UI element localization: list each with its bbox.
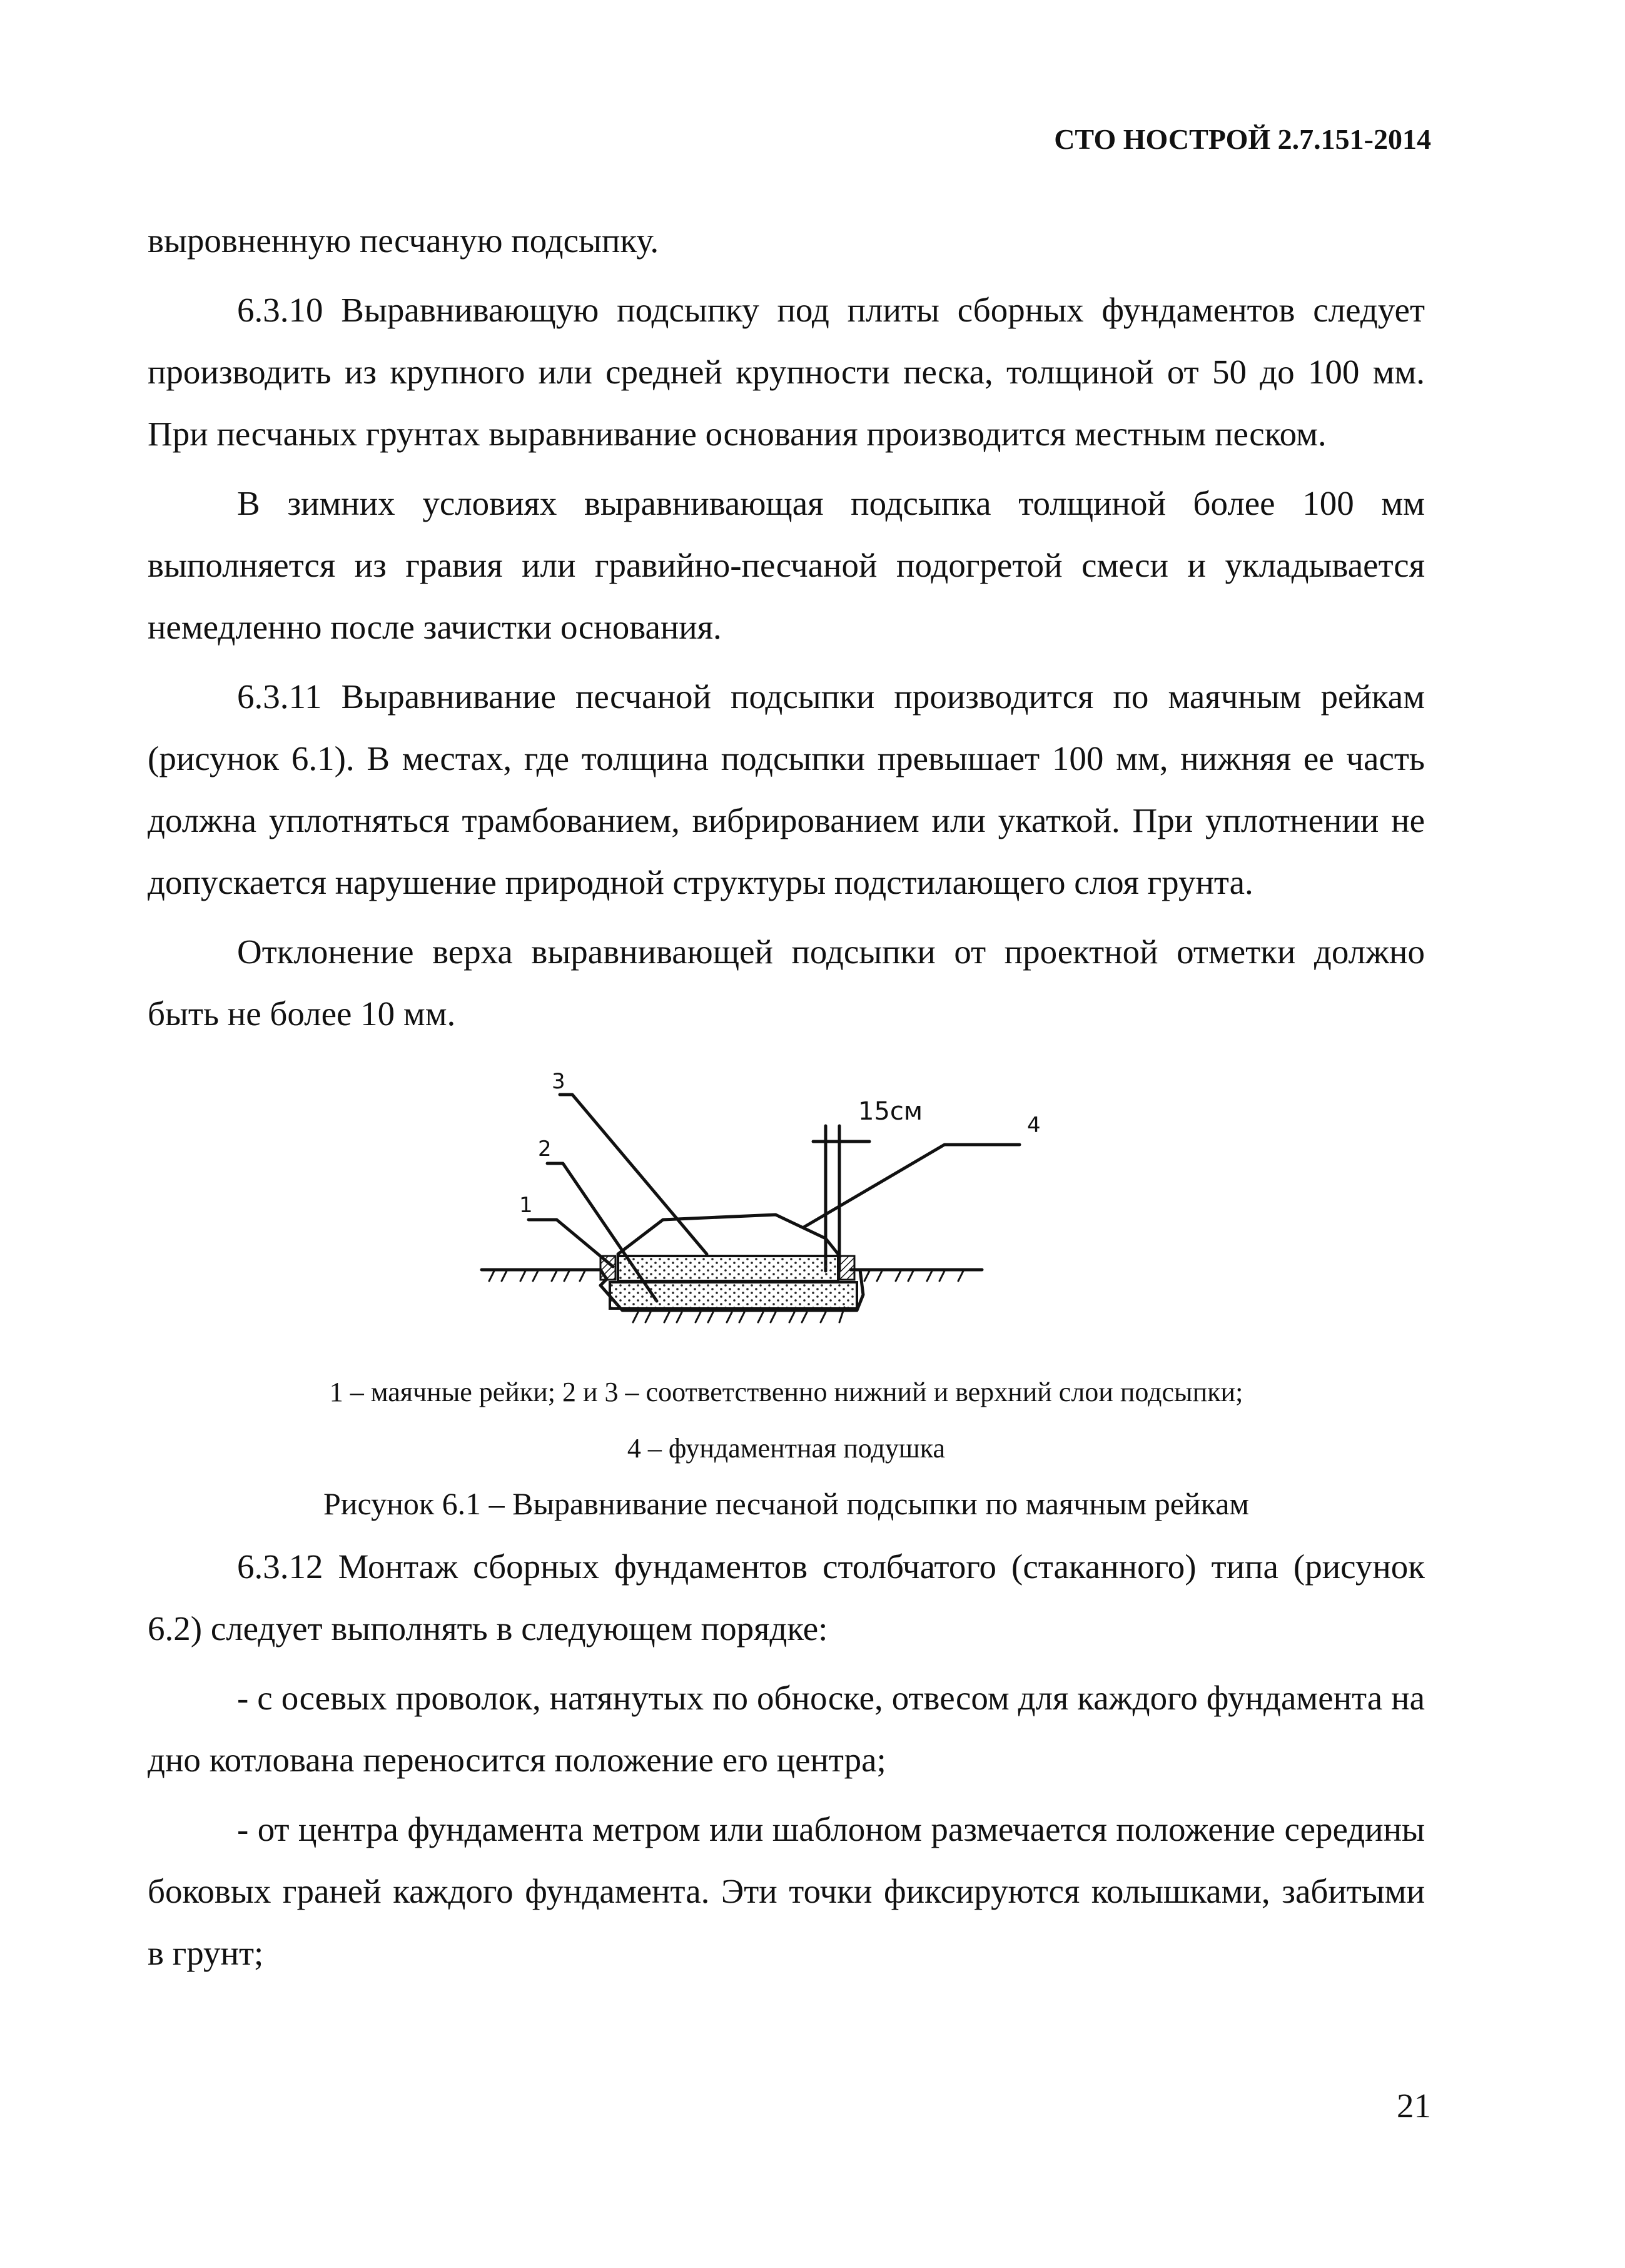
list-item-axis: - с осевых проволок, натянутых по обноске, отвесом для каждого фундамента на дно котлована переносится положение его центра;: [148, 1679, 1425, 1779]
leader-line-4: [804, 1145, 1020, 1227]
label-4: 4: [1027, 1113, 1041, 1138]
dimension-label: 15см: [858, 1097, 923, 1126]
paragraph-6-3-12: 6.3.12 Монтаж сборных фундаментов столбчатого (стаканного) типа (рисунок 6.2) следует выполнять в следующем порядке:: [148, 1547, 1425, 1648]
text-block-top: [148, 210, 1425, 1045]
figure-legend-line-2: 4 – фундаментная подушка: [627, 1433, 946, 1464]
document-header: СТО НОСТРОЙ 2.7.151-2014: [1054, 123, 1431, 155]
upper-sand-layer: [618, 1256, 838, 1281]
figure-title: Рисунок 6.1 – Выравнивание песчаной подсыпки по маячным рейкам: [323, 1486, 1250, 1521]
label-2: 2: [538, 1137, 552, 1162]
page-number: 21: [1397, 2087, 1431, 2125]
figure-legend-line-1: 1 – маячные рейки; 2 и 3 – соответственно нижний и верхний слои подсыпки;: [329, 1377, 1243, 1407]
list-item-center: - от центра фундамента метром или шаблоном размечается положение середины боковых граней каждого фундамента. Эти точки фиксируются колышками, забитыми в грунт;: [148, 1810, 1425, 1972]
figure-6-1-drawing: [457, 1032, 1113, 1357]
beacon-rail-right: [839, 1256, 854, 1280]
leader-line-3: [560, 1095, 707, 1254]
lower-sand-layer: [610, 1282, 857, 1309]
label-1: 1: [519, 1193, 533, 1218]
label-3: 3: [552, 1069, 565, 1094]
paragraph: выровненную песчаную подсыпку.: [148, 221, 659, 260]
paragraph-winter: В зимних условиях выравнивающая подсыпка толщиной более 100 мм выполняется из гравия или гравийно-песчаной подогретой смеси и укладывается немедленно после зачистки основания.: [148, 484, 1425, 646]
paragraph-6-3-10: 6.3.10 Выравнивающую подсыпку под плиты сборных фундаментов следует производить из крупного или средней крупности песка, толщиной от 50 до 100 мм. При песчаных грунтах выравнивание основания производится местным песком.: [148, 291, 1425, 453]
beacon-rail-left: [600, 1256, 615, 1280]
foundation-cushion-outline: [618, 1215, 838, 1254]
paragraph-6-3-11: 6.3.11 Выравнивание песчаной подсыпки производится по маячным рейкам (рисунок 6.1). В местах, где толщина подсыпки превышает 100 мм, нижняя ее часть должна уплотняться трамбованием, вибрированием или укаткой. При уплотнении не допускается нарушение природной структуры подстилающего слоя грунта.: [148, 677, 1425, 901]
text-block-bottom: [148, 1536, 1425, 1984]
paragraph-deviation: Отклонение верха выравнивающей подсыпки от проектной отметки должно быть не более 10 мм.: [148, 933, 1425, 1033]
